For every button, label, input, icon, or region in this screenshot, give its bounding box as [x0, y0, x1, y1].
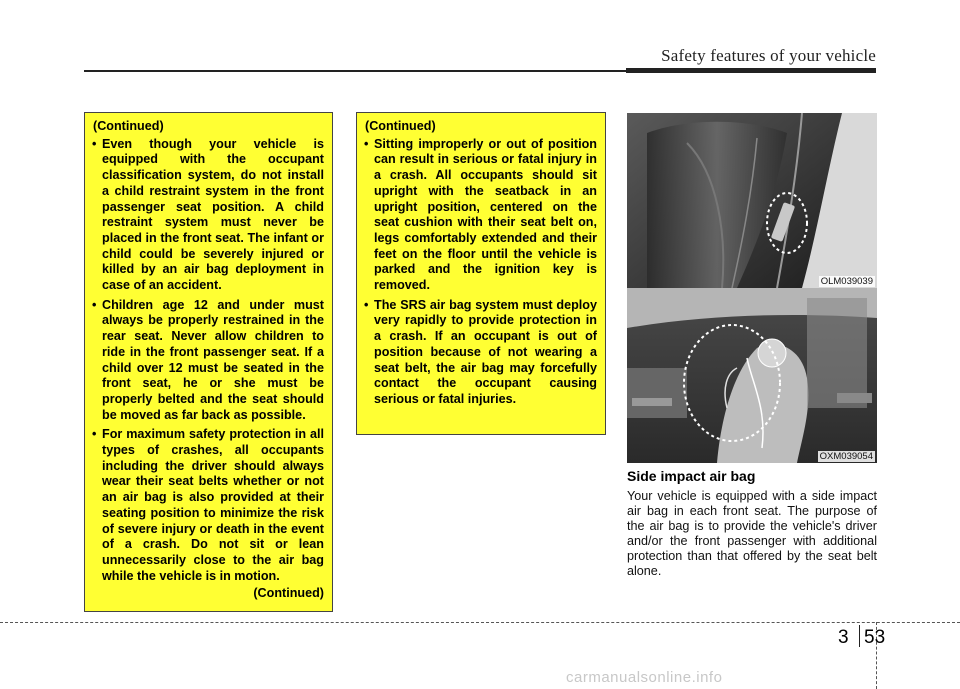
chapter-number: 3: [838, 627, 849, 648]
footer-rule: [0, 622, 960, 623]
list-item: • The SRS air bag system must deploy very rapidly to provide protection in a crash. If an occupant is out of position because of not wearing a seat belt, the air bag may forcefully contact the occupant causing serious or fatal injuries.: [364, 297, 597, 406]
page-number: [838, 625, 885, 649]
list-item: • Sitting improperly or out of position can result in serious or fatal injury in a crash. All occupants should sit upright with the seatback in an upright position, centered on the seat cushion with their seat belt on, legs comfortably extended and their feet on the floor until the vehicle is parked and the ignition key is removed.: [364, 136, 597, 293]
side-airbag-deploy-photo: [627, 288, 877, 463]
section-title: Safety features of your vehicle: [661, 46, 876, 65]
seat-airbag-photo: [627, 113, 877, 288]
section-heading: Side impact air bag: [627, 468, 756, 484]
image-code: OXM039054: [819, 451, 873, 462]
page-separator: [859, 625, 860, 647]
list-item: • For maximum safety protection in all types of crashes, all occupants including the driver should always wear their seat belts whether or not an air bag is also provided at their seating position to minimize the risk of severe injury or death in the event of a crash. Do not sit or lean unnecessarily close to the air bag while the vehicle is in motion.: [92, 427, 324, 583]
continued-label: (Continued): [365, 119, 436, 133]
airbag-illustration: [627, 288, 877, 463]
warning-list: [93, 137, 324, 585]
page-number-value: 53: [864, 627, 886, 648]
continued-footer-label: (Continued): [253, 586, 324, 601]
image-code: OLM039039: [820, 276, 873, 287]
seat-illustration: [627, 113, 877, 288]
list-item: • Even though your vehicle is equipped with the occupant classification system, do not install a child restraint system in the front passenger seat position. A child restraint system must never be placed in the front seat. The infant or child could be severely injured or killed by an air bag deployment in case of an accident.: [92, 136, 324, 293]
list-item: • Children age 12 and under must always be properly restrained in the rear seat. Never allow children to ride in the front passenger seat. If a child over 12 must be seated in the front seat, he or she must be properly belted and the seat should be moved as far back as possible.: [92, 297, 324, 422]
header-rule-accent: [626, 68, 876, 73]
body-paragraph: Your vehicle is equipped with a side impact air bag in each front seat. The purpose of the air bag is to provide the vehicle's driver and/or the front passenger with additional protection than that offered by the seat belt alone.: [627, 489, 877, 578]
warning-box-middle: [356, 112, 606, 435]
warning-box-left: [84, 112, 333, 612]
warning-list: [365, 137, 597, 408]
watermark: carmanualsonline.info: [566, 669, 723, 686]
continued-label: (Continued): [93, 119, 164, 133]
